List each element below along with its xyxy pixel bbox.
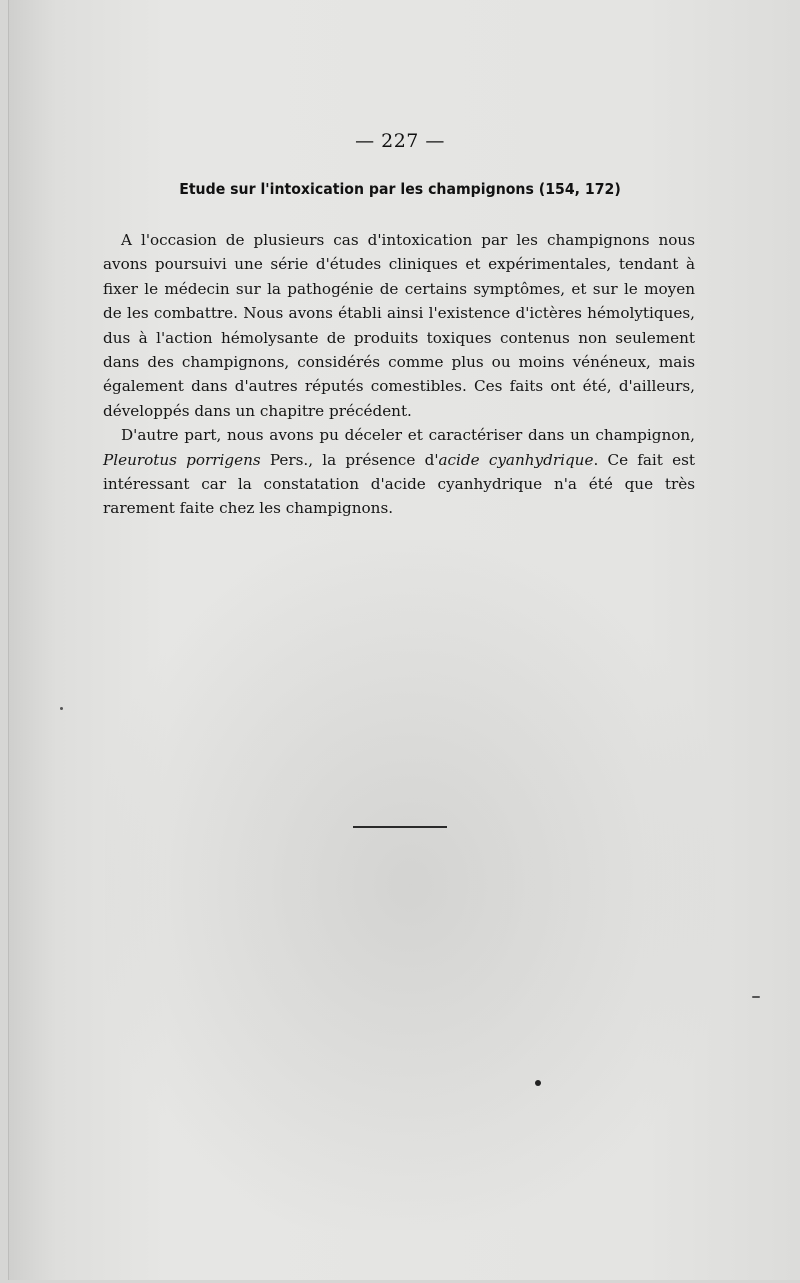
paragraph-2-middle: Pers., la présence d': [260, 450, 439, 469]
species-name: Pleurotus porrigens: [103, 450, 261, 469]
body-text: [103, 228, 695, 521]
paragraph-2-end: . Ce fait est intéressant car la constatation d'acide cyanhydrique n'a été que très rarement faite chez les champignons.: [103, 450, 695, 518]
bleed-through-shadow: [105, 540, 715, 1230]
section-divider: [353, 826, 447, 828]
ink-dot: [535, 1080, 541, 1086]
page-number: — 227 —: [355, 130, 445, 152]
paragraph-2: [103, 423, 695, 521]
chemical-name: acide cyanhydrique: [438, 450, 594, 469]
paragraph-2-intro: D'autre part, nous avons pu déceler et caractériser dans un champignon,: [121, 426, 695, 445]
paragraph-1: A l'occasion de plusieurs cas d'intoxication par les champignons nous avons poursuivi une série d'études cliniques et expérimentales, tendant à fixer le médecin sur la pathogénie de certains symptômes, et sur le moyen de les combattre. Nous avons établi ainsi l'existence d'ictères hémolytiques, dus à l'action hémolysante de produits toxiques contenus non seulement dans des champignons, considérés comme plus ou moins vénéneux, mais également dans d'autres réputés comestibles. Ces faits ont été, d'ailleurs, développés dans un chapitre précédent.: [103, 231, 695, 420]
ink-speck: [60, 707, 63, 710]
ink-speck: [752, 996, 760, 998]
section-heading: Etude sur l'intoxication par les champignons (154, 172): [179, 180, 621, 198]
